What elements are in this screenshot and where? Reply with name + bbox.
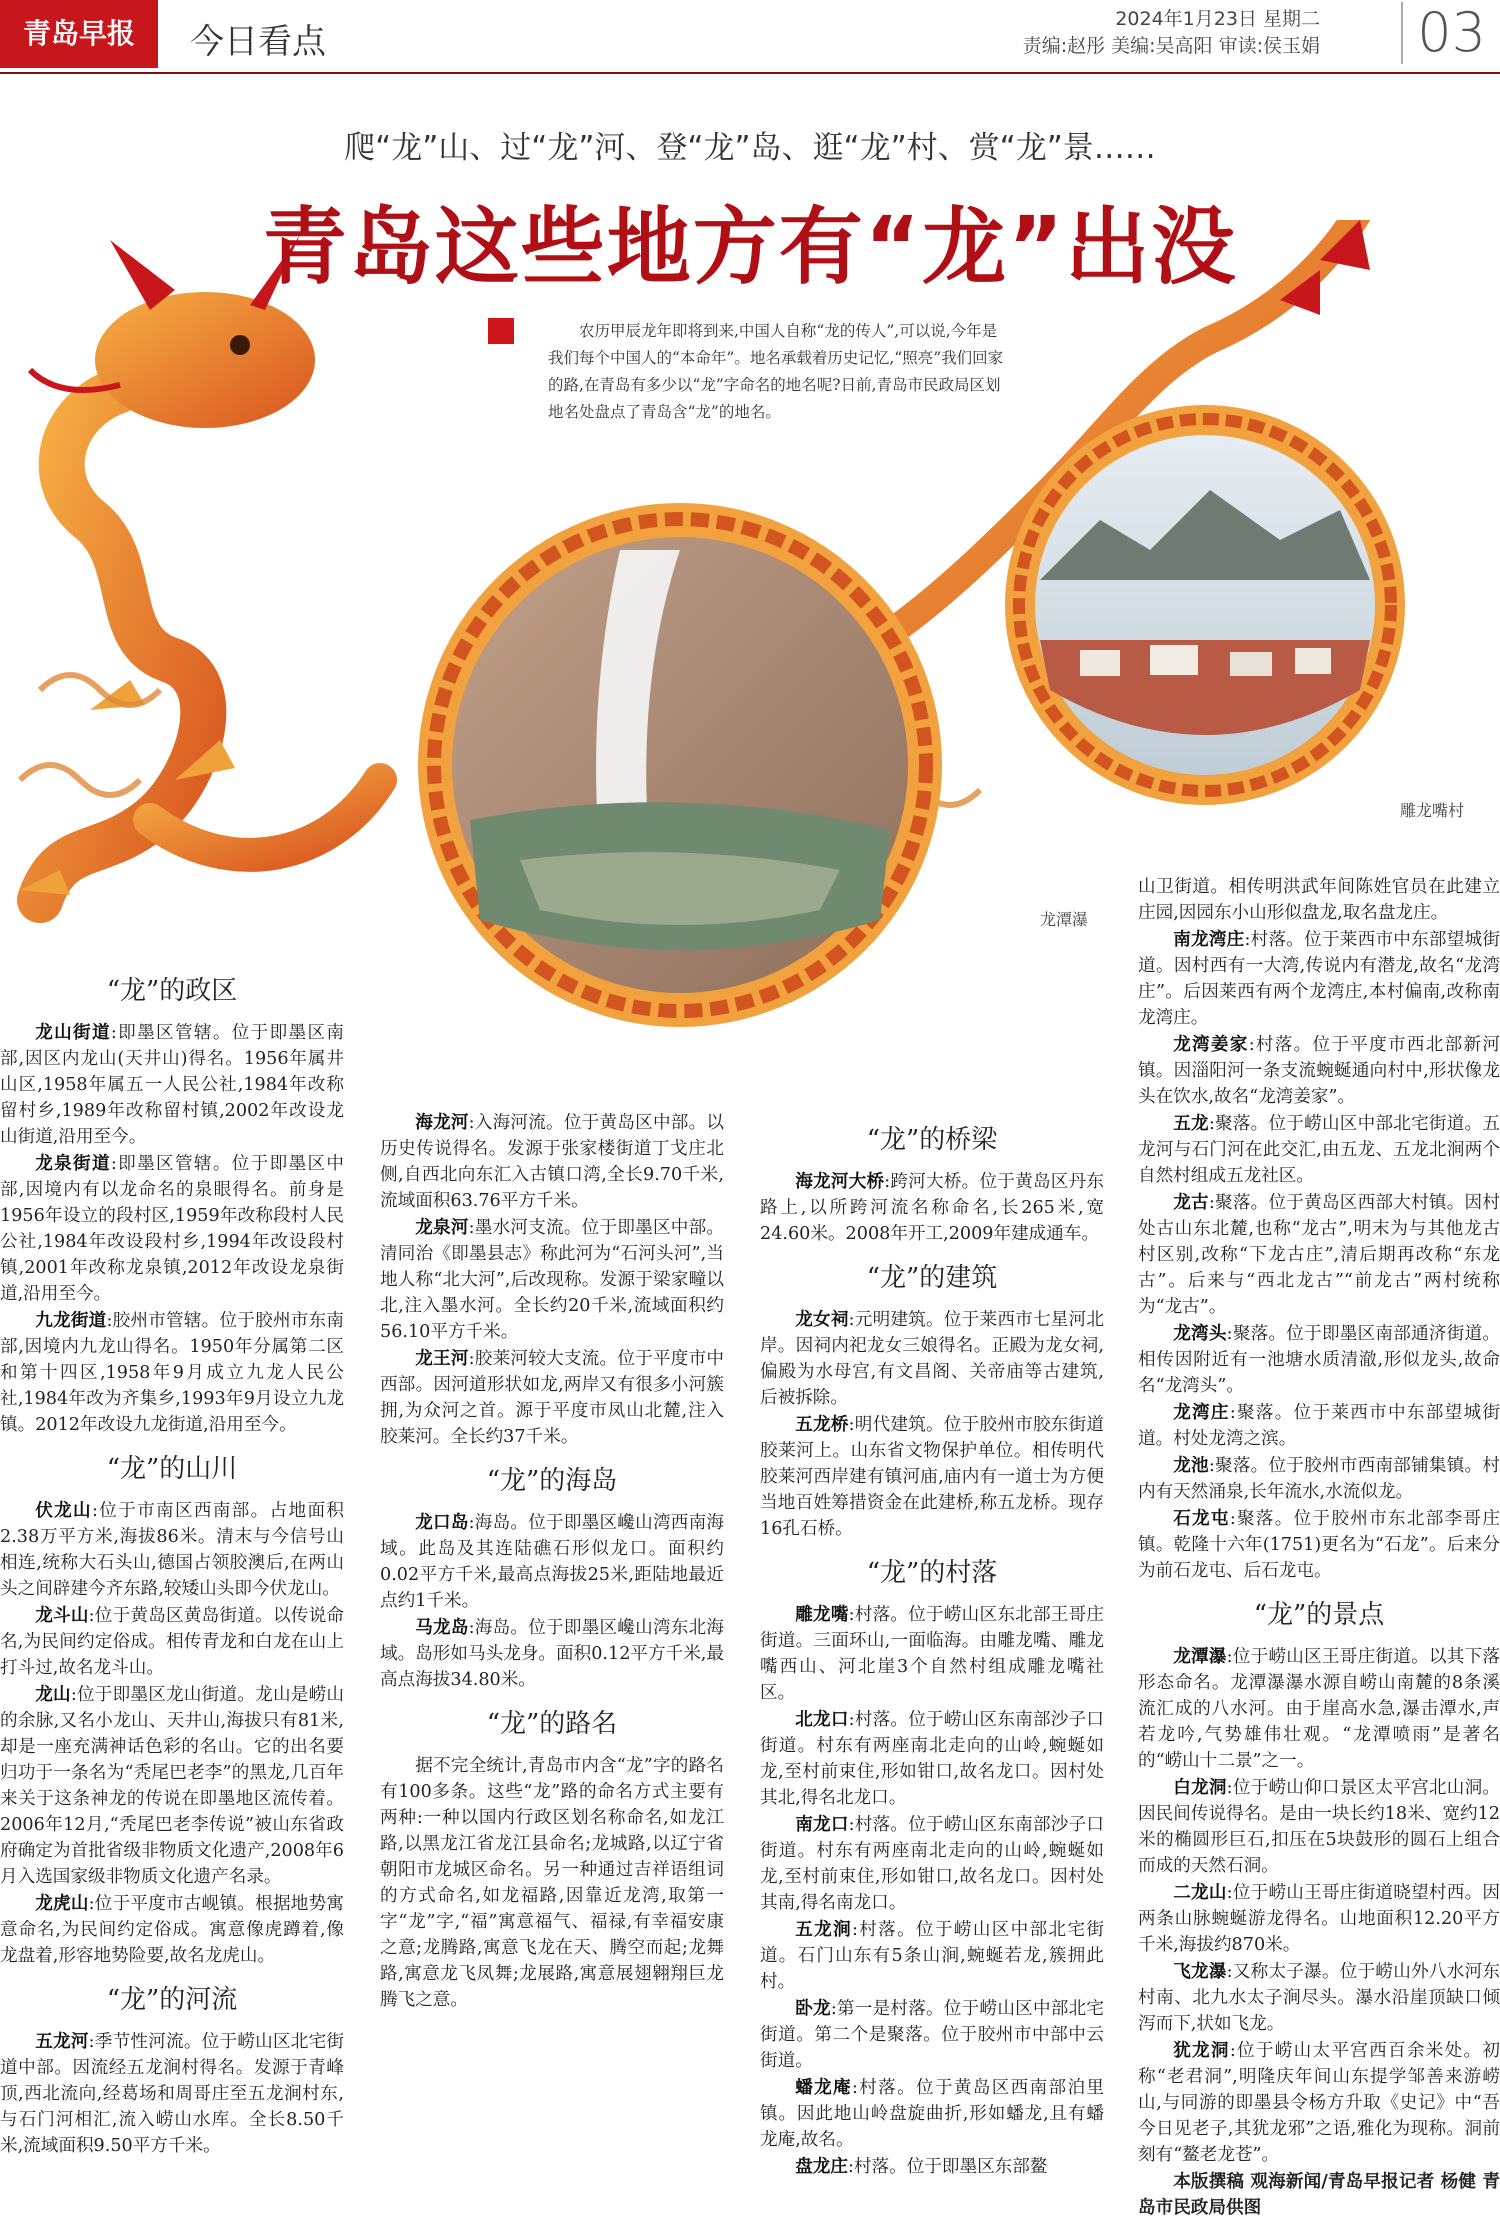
place-description: :元明建筑。位于莱西市七星河北岸。因祠内祀龙女三娘得名。正殿为龙女祠,偏殿为水母宫,有文昌阁、关帝庙等古建筑,后被拆除。 xyxy=(760,1310,1104,1408)
place-description: :村落。位于黄岛区西南部泊里镇。因此地山岭盘旋曲折,形如蟠龙,且有蟠龙庵,故名。 xyxy=(760,2078,1104,2150)
place-entry xyxy=(380,1615,724,1693)
place-entry xyxy=(1138,1644,1500,1774)
header-info xyxy=(1023,6,1320,60)
place-name: 五龙 xyxy=(1173,1113,1209,1134)
section-heading: “龙”的路名 xyxy=(486,1709,618,1739)
place-name: 白龙洞 xyxy=(1173,1777,1227,1798)
place-name: 马龙岛 xyxy=(415,1617,469,1638)
place-name: 海龙河大桥 xyxy=(795,1171,885,1192)
place-entry xyxy=(380,1215,724,1345)
section-heading: “龙”的海岛 xyxy=(486,1466,618,1496)
place-entry xyxy=(1138,927,1500,1031)
section-heading: “龙”的桥梁 xyxy=(866,1125,998,1155)
page-number: 03 xyxy=(1401,2,1486,64)
place-name: 蟠龙庵 xyxy=(795,2077,852,2098)
place-entry xyxy=(1138,1032,1500,1110)
place-entry xyxy=(760,1307,1104,1411)
place-description: 山卫街道。相传明洪武年间陈姓官员在此建立庄园,因园东小山形似盘龙,取名盘龙庄。 xyxy=(1138,877,1500,923)
place-entry xyxy=(760,1602,1104,1706)
lead-marker-icon xyxy=(488,318,514,344)
place-entry xyxy=(1138,1111,1500,1189)
place-name: 盘龙庄 xyxy=(795,2156,848,2177)
article-column-2 xyxy=(380,1110,724,2014)
place-entry xyxy=(1138,1506,1500,1584)
place-description: :位于即墨区龙山街道。龙山是崂山的余脉,又名小龙山、天井山,海拔只有81米,却是一座充满神话色彩的名山。它的出名要归功于一条名为“秃尾巴老李”的黑龙,几百年来关于这条神龙的传说在即墨地区流传着。2006年12月,“秃尾巴老李传说”被山东省政府确定为首批省级非物质文化遗产,2008年6月入选国家级非物质文化遗产名录。 xyxy=(0,1685,344,1887)
newspaper-logo: 青岛早报 xyxy=(0,0,158,68)
place-entry xyxy=(1138,1190,1500,1320)
article-column-4 xyxy=(1138,874,1500,2222)
place-name: 龙湾姜家 xyxy=(1173,1034,1249,1055)
photo-caption-waterfall: 龙潭瀑 xyxy=(1040,910,1089,929)
place-description: :胶莱河较大支流。位于平度市中西部。因河道形状如龙,两岸又有很多小河簇拥,为众河之首。源于平度市凤山北麓,注入胶莱河。全长约37千米。 xyxy=(380,1349,724,1447)
place-description: :村落。位于崂山区中部北宅街道。石门山东有5条山涧,蜿蜒若龙,簇拥此村。 xyxy=(760,1920,1104,1992)
place-entry xyxy=(0,1603,344,1681)
place-description: :位于平度市古岘镇。根据地势寓意命名,为民间约定俗成。寓意像虎蹲着,像龙盘着,形容地势险要,故名龙虎山。 xyxy=(0,1894,344,1966)
place-entry xyxy=(0,1151,344,1307)
section-heading: “龙”的景点 xyxy=(1253,1600,1385,1630)
place-entry xyxy=(0,1891,344,1969)
place-description: :位于崂山太平宫西百余米处。初称“老君洞”,明隆庆年间山东提学邹善来游崂山,与同游的即墨县令杨方升取《史记》中“吾今日见老子,其犹龙邪”之语,雅化为现称。洞前刻有“鳌老龙苍”。 xyxy=(1138,2041,1500,2165)
place-description: :入海河流。位于黄岛区中部。以历史传说得名。发源于张家楼街道丁戈庄北侧,自西北向东汇入古镇口湾,全长9.70千米,流域面积63.76平方千米。 xyxy=(380,1113,724,1211)
place-entry xyxy=(1138,1959,1500,2037)
place-name: 龙山街道 xyxy=(35,1022,111,1043)
place-entry xyxy=(0,1682,344,1890)
place-description: :村落。位于平度市西北部新河镇。因淄阳河一条支流蜿蜒通向村中,形状像龙头在饮水,故名“龙湾姜家”。 xyxy=(1138,1035,1500,1107)
place-name: 石龙屯 xyxy=(1173,1508,1230,1529)
article-credits: 本版撰稿 观海新闻/青岛早报记者 杨健 青岛市民政局供图 xyxy=(1138,2171,1500,2218)
article-column-3 xyxy=(760,1127,1104,2181)
place-description: :村落。位于崂山区东南部沙子口街道。村东有两座南北走向的山岭,蜿蜒如龙,至村前束住,形如钳口,故名龙口。因村处其南,得名南龙口。 xyxy=(760,1815,1104,1913)
section-heading: “龙”的建筑 xyxy=(866,1263,998,1293)
place-description: :海岛。位于即墨区巉山湾西南海域。此岛及其连陆礁石形似龙口。面积约0.02平方千米,最高点海拔25米,距陆地最近点约1千米。 xyxy=(380,1513,724,1611)
place-description: :第一是村落。位于崂山区中部北宅街道。第二个是聚落。位于胶州市中部中云街道。 xyxy=(760,1999,1104,2071)
place-name: 五龙涧 xyxy=(795,1919,852,1940)
place-entry xyxy=(1138,1400,1500,1452)
place-entry xyxy=(1138,1321,1500,1399)
issue-date: 2024年1月23日 星期二 xyxy=(1115,8,1320,30)
place-name: 海龙河 xyxy=(415,1112,469,1133)
place-name: 犹龙洞 xyxy=(1173,2040,1230,2061)
section-heading: “龙”的山川 xyxy=(106,1454,238,1484)
place-entry xyxy=(0,1498,344,1602)
place-entry xyxy=(0,2029,344,2159)
place-entry xyxy=(1138,1775,1500,1879)
place-entry xyxy=(380,1753,724,2013)
place-entry xyxy=(760,1996,1104,2074)
place-name: 龙古 xyxy=(1173,1192,1209,1213)
place-name: 龙湾庄 xyxy=(1173,1402,1230,1423)
place-name: 伏龙山 xyxy=(35,1500,92,1521)
village-photo xyxy=(1005,405,1405,805)
place-name: 龙泉河 xyxy=(415,1217,469,1238)
place-entry xyxy=(760,1812,1104,1916)
place-description: :村落。位于崂山区东北部王哥庄街道。三面环山,一面临海。由雕龙嘴、雕龙嘴西山、河北崖3个自然村组成雕龙嘴社区。 xyxy=(760,1605,1104,1703)
place-name: 北龙口 xyxy=(795,1709,849,1730)
kicker-subtitle: 爬“龙”山、过“龙”河、登“龙”岛、逛“龙”村、赏“龙”景…… xyxy=(344,130,1156,166)
place-entry xyxy=(760,2154,1104,2180)
place-description: :位于崂山区王哥庄街道。以其下落形态命名。龙潭瀑瀑水源自崂山南麓的8条溪流汇成的八水河。由于崖高水急,瀑击潭水,声若龙吟,气势雄伟壮观。“龙潭喷雨”是著名的“崂山十二景”之一。 xyxy=(1138,1647,1500,1771)
place-description: :聚落。位于胶州市东北部李哥庄镇。乾隆十六年(1751)更名为“石龙”。后来分为前石龙屯、后石龙屯。 xyxy=(1138,1509,1500,1581)
place-description: :村落。位于莱西市中东部望城街道。因村西有一大湾,传说内有潜龙,故名“龙湾庄”。后因莱西有两个龙湾庄,本村偏南,改称南龙湾庄。 xyxy=(1138,930,1500,1028)
place-entry xyxy=(0,1020,344,1150)
place-description: :墨水河支流。位于即墨区中部。清同治《即墨县志》称此河为“石河头河”,当地人称“北大河”,后改现称。发源于梁家疃以北,注入墨水河。全长约20千米,流域面积约56.10平方千米。 xyxy=(380,1218,724,1342)
place-name: 龙王河 xyxy=(415,1348,469,1369)
place-description: :明代建筑。位于胶州市胶东街道胶莱河上。山东省文物保护单位。相传明代胶莱河西岸建有镇河庙,庙内有一道士为方便当地百姓筹措资金在此建桥,称五龙桥。现存16孔石桥。 xyxy=(760,1415,1104,1539)
place-description: :跨河大桥。位于黄岛区丹东路上,以所跨河流名称命名,长265米,宽24.60米。2008年开工,2009年建成通车。 xyxy=(760,1172,1104,1244)
place-entry xyxy=(760,1707,1104,1811)
place-entry xyxy=(1138,1880,1500,1958)
place-description: :聚落。位于崂山区中部北宅街道。五龙河与石门河在此交汇,由五龙、五龙北涧两个自然村组成五龙社区。 xyxy=(1138,1114,1500,1186)
place-description: :胶州市管辖。位于胶州市东南部,因境内九龙山得名。1950年分属第二区和第十四区,1958年9月成立九龙人民公社,1984年改为齐集乡,1993年9月设立九龙镇。2012年改设九龙街道,沿用至今。 xyxy=(0,1311,344,1435)
place-name: 九龙街道 xyxy=(35,1310,107,1331)
place-entry xyxy=(1138,874,1500,926)
section-heading: “龙”的村落 xyxy=(866,1558,998,1588)
place-entry xyxy=(760,1169,1104,1247)
place-name: 卧龙 xyxy=(795,1998,831,2019)
place-description: :即墨区管辖。位于即墨区中部,因境内有以龙命名的泉眼得名。前身是1956年设立的段村区,1959年改称段村人民公社,1984年改设段村乡,1994年改设段村镇,2001年改称龙泉镇,2012年改设龙泉街道,沿用至今。 xyxy=(0,1154,344,1304)
place-name: 龙泉街道 xyxy=(35,1153,111,1174)
place-entry xyxy=(380,1110,724,1214)
headline: 青岛这些地方有“龙”出没 xyxy=(262,198,1238,296)
place-name: 龙女祠 xyxy=(795,1309,849,1330)
section-heading: “龙”的河流 xyxy=(106,1985,238,2015)
place-description: :位于崂山仰口景区太平宫北山洞。因民间传说得名。是由一块长约18米、宽约12米的椭圆形巨石,扣压在5块鼓形的圆石上组合而成的天然石洞。 xyxy=(1138,1778,1500,1876)
place-description: :聚落。位于即墨区南部通济街道。相传因附近有一池塘水质清澈,形似龙头,故命名“龙湾头”。 xyxy=(1138,1324,1500,1396)
place-description: :即墨区管辖。位于即墨区南部,因区内龙山(天井山)得名。1956年属井山区,1958年属五一人民公社,1984年改称留村乡,1989年改称留村镇,2002年改设龙山街道,沿用至今。 xyxy=(0,1023,344,1147)
place-entry xyxy=(760,1412,1104,1542)
place-name: 龙山 xyxy=(35,1684,71,1705)
place-name: 五龙桥 xyxy=(795,1414,849,1435)
place-description: :聚落。位于胶州市西南部铺集镇。村内有天然涌泉,长年流水,水流似龙。 xyxy=(1138,1456,1500,1502)
place-entry xyxy=(760,1917,1104,1995)
editor-credits: 责编:赵彤 美编:吴高阳 审读:侯玉娟 xyxy=(1022,35,1320,57)
place-name: 龙池 xyxy=(1173,1455,1209,1476)
place-entry xyxy=(0,1308,344,1438)
place-name: 龙口岛 xyxy=(415,1512,469,1533)
photo-caption-village: 雕龙嘴村 xyxy=(1400,801,1465,820)
place-description: :聚落。位于莱西市中东部望城街道。村处龙湾之滨。 xyxy=(1138,1403,1500,1449)
place-entry xyxy=(1138,2038,1500,2168)
place-entry xyxy=(380,1346,724,1450)
place-description: :海岛。位于即墨区巉山湾东北海域。岛形如马头龙身。面积0.12平方千米,最高点海拔34.80米。 xyxy=(380,1618,724,1690)
place-name: 龙斗山 xyxy=(35,1605,89,1626)
waterfall-photo xyxy=(418,503,942,1027)
place-description: :村落。位于崂山区东南部沙子口街道。村东有两座南北走向的山岭,蜿蜒如龙,至村前束住,形如钳口,故名龙口。因村处其北,得名北龙口。 xyxy=(760,1710,1104,1808)
lead-paragraph: 农历甲辰龙年即将到来,中国人自称“龙的传人”,可以说,今年是我们每个中国人的“本命年”。地名承载着历史记忆,“照亮”我们回家的路,在青岛有多少以“龙”字命名的地名呢?日前,青岛市民政局区划地名处盘点了青岛含“龙”的地名。 xyxy=(548,322,1004,421)
place-description: :位于崂山王哥庄街道晓望村西。因两条山脉蜿蜒游龙得名。山地面积12.20平方千米,海拔约870米。 xyxy=(1138,1883,1500,1955)
place-name: 五龙河 xyxy=(35,2031,89,2052)
place-name: 龙虎山 xyxy=(35,1893,89,1914)
place-entry xyxy=(760,2075,1104,2153)
place-description: :聚落。位于黄岛区西部大村镇。因村处古山东北麓,也称“龙古”,明末为与其他龙古村区别,改称“下龙古庄”,清后期再改称“东龙古”。后来与“西北龙古”“前龙古”两村统称为“龙古”。 xyxy=(1138,1193,1500,1317)
place-description: :季节性河流。位于崂山区北宅街道中部。因流经五龙涧村得名。发源于青峰顶,西北流向,经葛场和周哥庄至五龙涧村东,与石门河相汇,流入崂山水库。全长8.50千米,流域面积9.50平方千米。 xyxy=(0,2032,344,2156)
place-name: 二龙山 xyxy=(1173,1882,1227,1903)
masthead xyxy=(0,0,1500,74)
section-name: 今日看点 xyxy=(190,22,326,62)
place-name: 南龙湾庄 xyxy=(1173,929,1245,950)
place-name: 龙潭瀑 xyxy=(1173,1646,1227,1667)
article-column-1 xyxy=(0,978,344,2160)
place-description: :又称太子瀑。位于崂山外八水河东村南、北九水太子涧尽头。瀑水沿崖顶缺口倾泻而下,状如飞龙。 xyxy=(1138,1962,1500,2034)
place-name: 飞龙瀑 xyxy=(1173,1961,1227,1982)
place-description: :村落。位于即墨区东部鳌 xyxy=(847,2157,1048,2177)
place-name: 龙湾头 xyxy=(1173,1323,1227,1344)
place-description: :位于黄岛区黄岛街道。以传说命名,为民间约定俗成。相传青龙和白龙在山上打斗过,故名龙斗山。 xyxy=(0,1606,344,1678)
place-name: 南龙口 xyxy=(795,1814,849,1835)
place-description: :位于市南区西南部。占地面积2.38万平方米,海拔86米。清末与今信号山相连,统称大石头山,德国占领胶澳后,在两山头之间辟建今齐东路,较矮山头即今伏龙山。 xyxy=(0,1501,344,1599)
place-entry xyxy=(380,1510,724,1614)
section-heading: “龙”的政区 xyxy=(106,976,238,1006)
place-name: 雕龙嘴 xyxy=(795,1604,849,1625)
place-entry xyxy=(1138,1453,1500,1505)
place-description: 据不完全统计,青岛市内含“龙”字的路名有100多条。这些“龙”路的命名方式主要有两种:一种以国内行政区划名称命名,如龙江路,以黑龙江省龙江县命名;龙城路,以辽宁省朝阳市龙城区命名。另一种通过吉祥语组词的方式命名,如龙福路,因靠近龙湾,取第一字“龙”字,“福”寓意福气、福禄,有幸福安康之意;龙腾路,寓意飞龙在天、腾空而起;龙舞路,寓意龙飞凤舞;龙展路,寓意展翅翱翔巨龙腾飞之意。 xyxy=(380,1756,724,2010)
